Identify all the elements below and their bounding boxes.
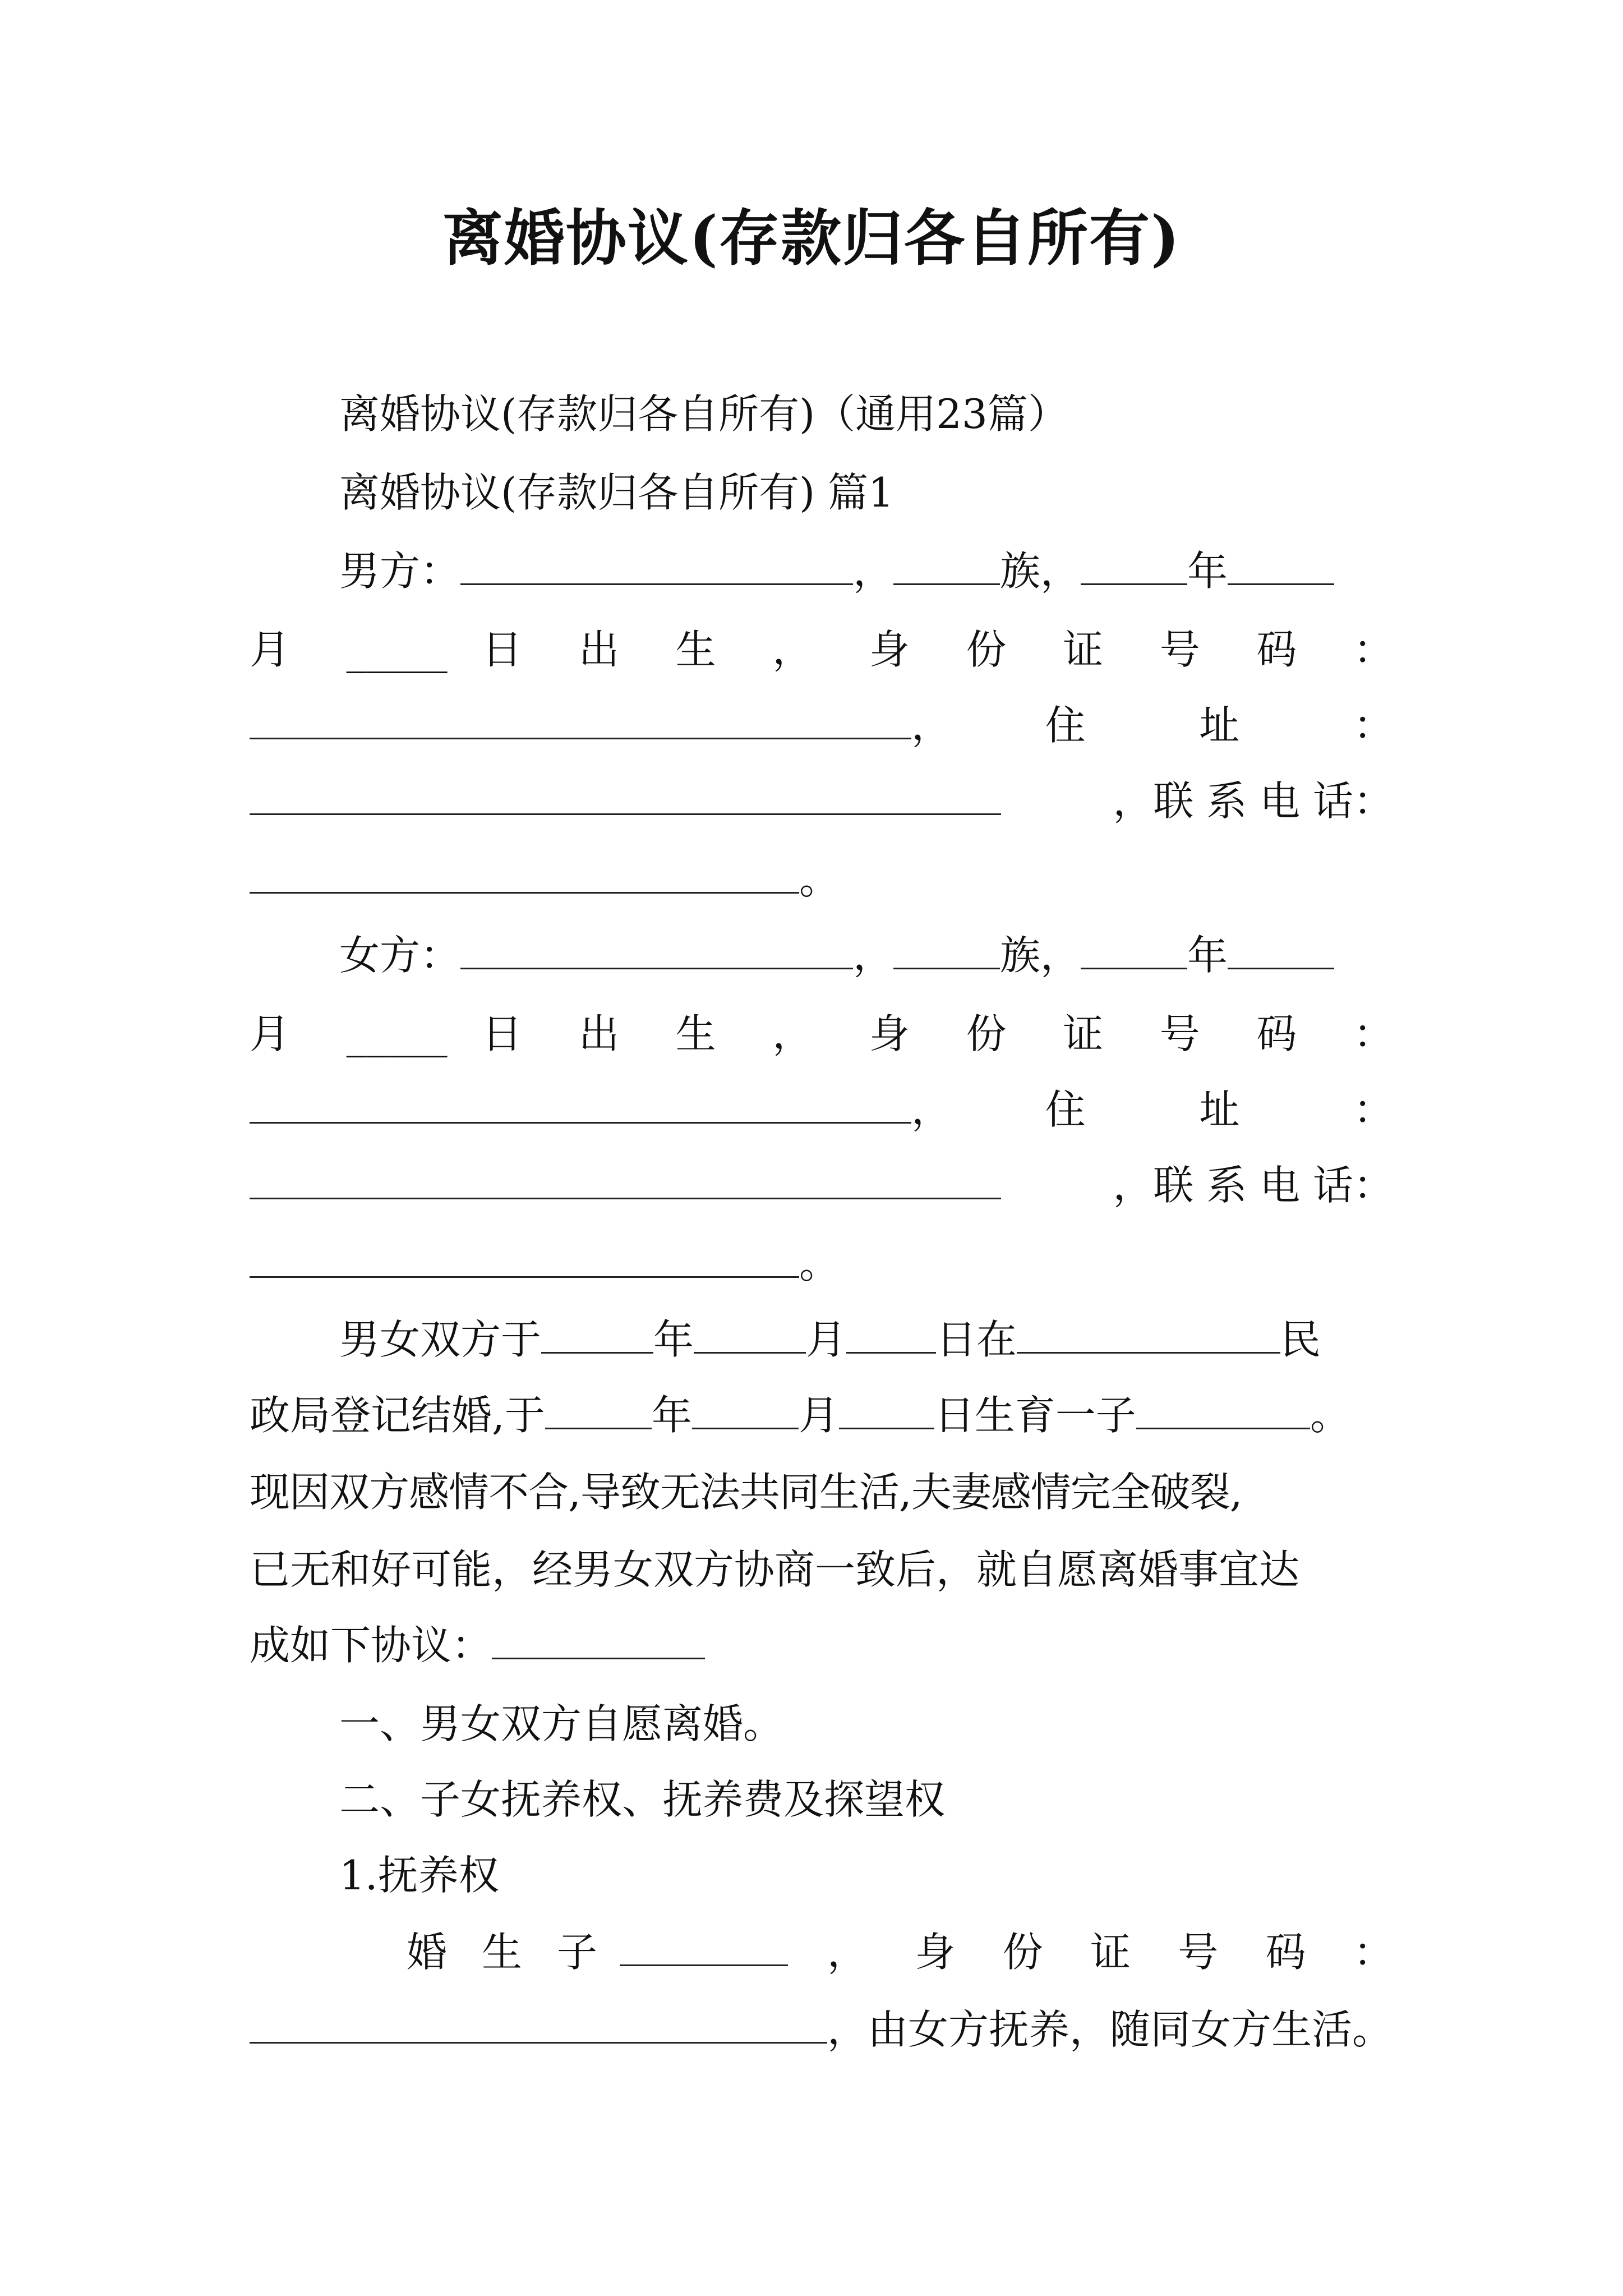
marriage-line-2 [250, 1388, 1394, 1442]
man-month-blank [1228, 544, 1334, 585]
ethnic-label: 族， [1000, 547, 1081, 595]
year-label: 年 [1187, 932, 1228, 979]
man-info-line-1 [250, 544, 1483, 598]
man-info-line-4 [250, 774, 1394, 828]
man-id-blank [250, 698, 911, 739]
man-year-blank [1081, 544, 1187, 585]
woman-info-line-4 [250, 1158, 1394, 1212]
clause-1: 一、男女双方自愿离婚。 [339, 1700, 784, 1747]
ethnic-label: 族， [1000, 932, 1081, 979]
year-label: 年 [1187, 547, 1228, 595]
birth-day-blank [839, 1388, 934, 1429]
man-address-label: ， 住 址 ： [911, 702, 1394, 749]
period-text: 。 [799, 856, 840, 903]
child-blank [620, 1925, 788, 1966]
marriage-text: 政局登记结婚,于 [250, 1392, 545, 1439]
custody-line-1 [250, 1925, 1394, 1979]
child-id-blank [250, 2003, 827, 2044]
man-phone-blank [250, 853, 799, 894]
year-label: 年 [651, 1392, 692, 1439]
woman-month-blank [1228, 928, 1334, 969]
woman-year-blank [1081, 928, 1187, 969]
man-label: 男方： [339, 547, 461, 595]
section-heading: 离婚协议(存款归各自所有) 篇1 [339, 469, 894, 516]
day-label: 日在 [936, 1316, 1017, 1363]
birth-year-blank [545, 1388, 652, 1429]
woman-info-line-2: 月 _____ 日 出 生 ， 身 份 证 号 码 ： [250, 1010, 1394, 1057]
woman-info-line-3 [250, 1083, 1394, 1137]
man-info-line-5 [250, 853, 1394, 907]
woman-info-line-1 [250, 928, 1483, 982]
marriage-text: 日生育一子 [934, 1392, 1136, 1439]
marriage-year-blank [541, 1313, 653, 1354]
month-label: 月 [798, 1392, 839, 1439]
month-label: 月 [806, 1316, 847, 1363]
child-name-blank [1136, 1388, 1310, 1429]
comma-text: ， [853, 547, 894, 595]
period-text: 。 [799, 1240, 840, 1287]
agreement-blank [492, 1618, 705, 1659]
woman-label: 女方： [339, 932, 461, 979]
woman-id-blank [250, 1083, 911, 1124]
marriage-text: 民 [1280, 1316, 1321, 1363]
man-address-blank [250, 774, 1001, 815]
subtitle-line: 离婚协议(存款归各自所有)（通用23篇） [339, 390, 1068, 438]
birth-month-blank [692, 1388, 799, 1429]
man-ethnic-blank [893, 544, 1000, 585]
marriage-line-3: 现因双方感情不合,导致无法共同生活,夫妻感情完全破裂, [250, 1469, 1242, 1516]
marriage-month-blank [694, 1313, 806, 1354]
marriage-line-4: 已无和好可能，经男女双方协商一致后，就自愿离婚事宜达 [250, 1546, 1300, 1593]
woman-name-blank [460, 928, 853, 969]
woman-info-line-5 [250, 1237, 1394, 1291]
woman-address-label: ， 住 址 ： [911, 1086, 1394, 1133]
man-name-blank [460, 544, 853, 585]
man-phone-label: ，联 系 电 话： [1113, 777, 1394, 825]
custody-text: ，由女方抚养，随同女方生活。 [827, 2006, 1393, 2053]
woman-phone-label: ，联 系 电 话： [1113, 1162, 1394, 1209]
period-text: 。 [1310, 1392, 1350, 1439]
marriage-text: 男女双方于 [339, 1316, 542, 1363]
woman-phone-blank [250, 1237, 799, 1278]
man-info-line-3 [250, 698, 1394, 752]
marriage-place-blank [1017, 1313, 1280, 1354]
marriage-line-1 [250, 1313, 1483, 1366]
marriage-day-blank [846, 1313, 936, 1354]
marriage-line-5 [250, 1618, 1394, 1672]
child-label: 婚 生 子 [407, 1929, 597, 1976]
custody-line-2 [250, 2003, 1394, 2056]
woman-ethnic-blank [893, 928, 1000, 969]
woman-address-blank [250, 1158, 1001, 1199]
comma-text: ， [853, 932, 894, 979]
clause-2-1: 1.抚养权 [339, 1852, 499, 1899]
child-id-label: ， 身 份 证 号 码 ： [827, 1929, 1394, 1976]
man-info-line-2: 月 _____ 日 出 生 ， 身 份 证 号 码 ： [250, 626, 1394, 673]
document-title: 离婚协议(存款归各自所有) [442, 203, 1181, 274]
year-label: 年 [653, 1316, 694, 1363]
marriage-text: 成如下协议： [250, 1622, 492, 1669]
clause-2: 二、子女抚养权、抚养费及探望权 [339, 1776, 946, 1823]
